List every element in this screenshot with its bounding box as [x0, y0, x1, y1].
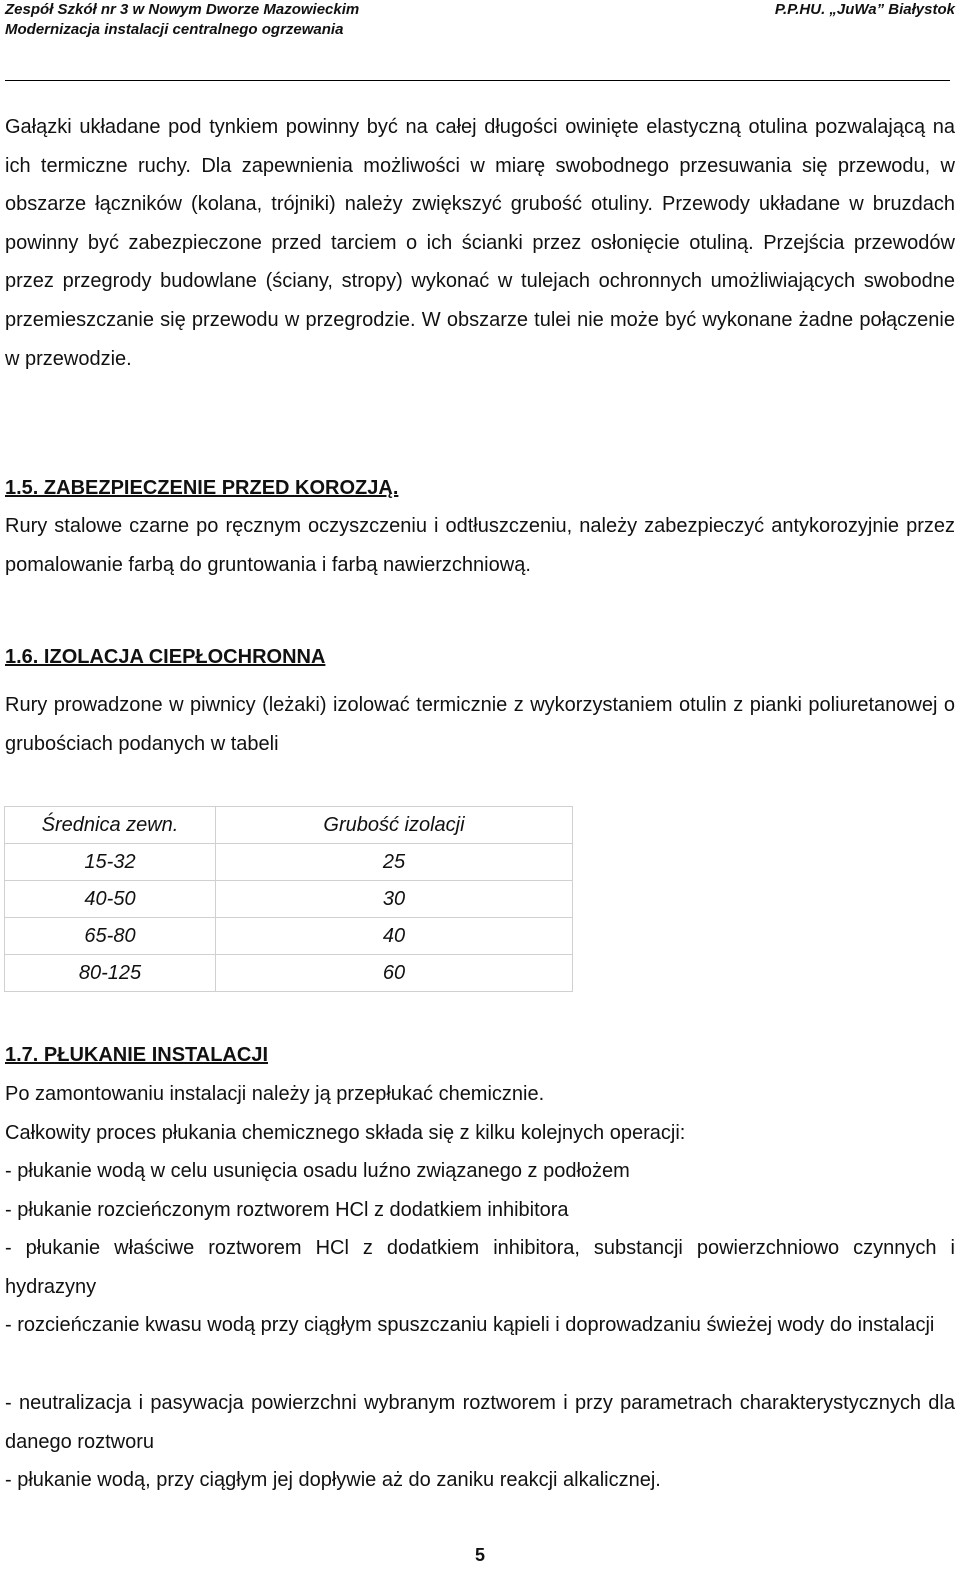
table-cell: 25 [216, 844, 573, 881]
section-1-6-heading: 1.6. IZOLACJA CIEPŁOCHRONNA [5, 646, 326, 668]
page-number: 5 [474, 1545, 485, 1565]
section-1-7-heading: 1.7. PŁUKANIE INSTALACJI [5, 1044, 268, 1066]
insulation-table [4, 806, 573, 992]
flushing-step: - rozcieńczanie kwasu wodą przy ciągłym spuszczaniu kąpieli i doprowadzaniu świeżej wody do instalacji [5, 1314, 935, 1336]
table-row [5, 955, 573, 992]
section-1-6-text: Rury prowadzone w piwnicy (leżaki) izolować termicznie z wykorzystaniem otulin z pianki poliuretanowej o grubościach podanych w tabeli [5, 694, 955, 755]
table-header-cell: Średnica zewn. [5, 807, 216, 844]
table-cell: 60 [216, 955, 573, 992]
header-divider [5, 80, 950, 81]
flushing-step: - płukanie wodą, przy ciągłym jej dopływie aż do zaniku reakcji alkalicznej. [5, 1469, 661, 1491]
section-1-7-line: Całkowity proces płukania chemicznego składa się z kilku kolejnych operacji: [5, 1122, 686, 1144]
table-header-row [5, 807, 573, 844]
flushing-step: - płukanie wodą w celu usunięcia osadu luźno związanego z podłożem [5, 1160, 630, 1182]
intro-paragraph: Gałązki układane pod tynkiem powinny być na całej długości owinięte elastyczną otulina pozwalającą na ich termiczne ruchy. Dla zapewnienia możliwości w miarę swobodnego przesuwania się przewodu, w obszarze łączników (kolana, trójniki) należy zwiększyć grubość otuliny. Przewody układane w bruzdach powinny być zabezpieczone przed tarciem o ich ścianki przez osłonięcie otuliną. Przejścia przewodów przez przegrody budowlane (ściany, stropy) wykonać w tulejach ochronnych umożliwiających swobodne przemieszczanie się przewodu w przegrodzie. W obszarze tulei nie może być wykonane żadne połączenie w przewodzie. [5, 116, 955, 370]
table-cell: 65-80 [5, 918, 216, 955]
header-project: Modernizacja instalacji centralnego ogrzewania [5, 21, 344, 38]
table-row [5, 918, 573, 955]
flushing-step: - płukanie rozcieńczonym roztworem HCl z dodatkiem inhibitora [5, 1199, 569, 1221]
table-row [5, 881, 573, 918]
table-cell: 15-32 [5, 844, 216, 881]
section-1-7-line: Po zamontowaniu instalacji należy ją przepłukać chemicznie. [5, 1083, 545, 1105]
section-1-5-text: Rury stalowe czarne po ręcznym oczyszczeniu i odtłuszczeniu, należy zabezpieczyć antykorozyjnie przez pomalowanie farbą do gruntowania i farbą nawierzchniową. [5, 515, 955, 576]
table-header-cell: Grubość izolacji [216, 807, 573, 844]
header-school: Zespół Szkół nr 3 w Nowym Dworze Mazowieckim [5, 1, 360, 18]
table-cell: 30 [216, 881, 573, 918]
flushing-step: - neutralizacja i pasywacja powierzchni wybranym roztworem i przy parametrach charakterystycznych dla danego roztworu [5, 1392, 955, 1453]
table-cell: 40-50 [5, 881, 216, 918]
header-company: P.P.HU. „JuWa” Białystok [774, 1, 955, 18]
flushing-step: - płukanie właściwe roztworem HCl z dodatkiem inhibitora, substancji powierzchniowo czynnych i hydrazyny [5, 1237, 955, 1298]
section-1-5-heading: 1.5. ZABEZPIECZENIE PRZED KOROZJĄ. [5, 477, 399, 499]
table-cell: 40 [216, 918, 573, 955]
table-cell: 80-125 [5, 955, 216, 992]
table-row [5, 844, 573, 881]
